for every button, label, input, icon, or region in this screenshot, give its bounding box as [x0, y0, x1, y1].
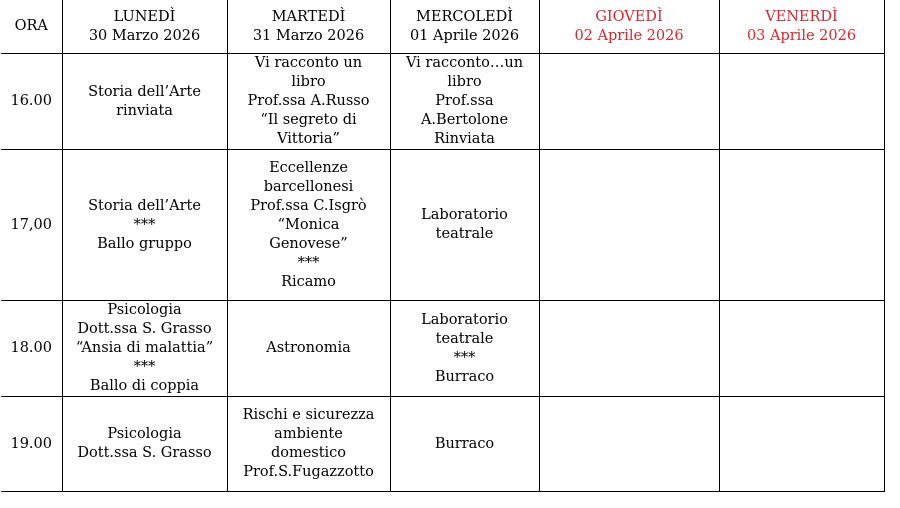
activity-line: Laboratorio	[421, 207, 508, 223]
activity-line: Burraco	[434, 368, 495, 385]
day-name: LUNEDÌ	[113, 8, 176, 25]
activity-line: A.Bertolone	[420, 112, 509, 128]
activity-cell	[227, 150, 390, 301]
header-day-thursday	[539, 0, 719, 54]
time-cell: 19.00	[1, 397, 62, 492]
day-name: VENERDÌ	[765, 8, 838, 25]
activity-cell	[719, 150, 884, 301]
activity-line: Psicologia	[107, 426, 182, 442]
activity-cell	[539, 150, 719, 301]
activity-cell	[227, 397, 390, 492]
day-name: GIOVEDÌ	[595, 8, 663, 25]
activity-cell	[62, 150, 227, 301]
activity-line: teatrale	[435, 226, 494, 242]
activity-line: Dott.ssa S. Grasso	[77, 445, 212, 461]
activity-line: Ballo di coppia	[89, 378, 200, 394]
header-day-tuesday	[227, 0, 390, 54]
header-ora: ORA	[1, 0, 62, 54]
time-cell: 18.00	[1, 301, 62, 397]
activity-line: Prof.ssa	[435, 93, 494, 109]
activity-line: Astronomia	[266, 340, 351, 356]
day-name: MARTEDÌ	[271, 8, 346, 25]
activity-cell	[227, 54, 390, 150]
day-date: 01 Aprile 2026	[409, 27, 520, 44]
header-row	[1, 0, 884, 54]
activity-line: ambiente	[274, 426, 343, 442]
time-row	[1, 301, 884, 397]
activity-line: domestico	[270, 445, 347, 461]
time-row	[1, 397, 884, 492]
day-date: 02 Aprile 2026	[574, 27, 684, 44]
activity-line: libro	[291, 74, 326, 90]
activity-line: Prof.S.Fugazzotto	[243, 464, 374, 480]
activity-line: Genovese”	[269, 235, 348, 252]
activity-cell	[539, 397, 719, 492]
activity-line: Dott.ssa S. Grasso	[77, 321, 212, 337]
activity-line: Psicologia	[107, 302, 182, 318]
activity-line: rinviata	[116, 102, 173, 119]
activity-cell	[390, 397, 539, 492]
day-name: MERCOLEDÌ	[416, 8, 513, 25]
activity-line: Rinviata	[434, 131, 495, 147]
day-date: 30 Marzo 2026	[88, 27, 201, 44]
activity-line: teatrale	[435, 330, 494, 347]
activity-cell	[539, 54, 719, 150]
time-row	[1, 150, 884, 301]
activity-cell	[390, 54, 539, 150]
header-day-wednesday	[390, 0, 539, 54]
activity-cell	[390, 301, 539, 397]
activity-line: ***	[297, 254, 320, 271]
activity-line: libro	[447, 74, 482, 90]
activity-line: Vi racconto un	[254, 55, 363, 71]
activity-line: Ballo gruppo	[97, 235, 192, 252]
day-date: 03 Aprile 2026	[746, 27, 857, 44]
activity-line: Burraco	[434, 435, 495, 452]
activity-cell	[62, 301, 227, 397]
activity-line: Laboratorio	[421, 311, 508, 328]
activity-line: “Il segreto di	[260, 112, 357, 128]
activity-line: Rischi e sicurezza	[242, 407, 375, 423]
activity-line: Storia dell’Arte	[88, 197, 201, 214]
time-row	[1, 54, 884, 150]
activity-line: barcellonesi	[263, 178, 354, 195]
activity-line: ***	[133, 216, 156, 233]
activity-line: ***	[453, 349, 476, 366]
activity-cell	[719, 397, 884, 492]
activity-line: Ricamo	[281, 273, 336, 290]
activity-line: “Monica	[277, 216, 340, 233]
day-date: 31 Marzo 2026	[252, 27, 365, 44]
activity-line: Storia dell’Arte	[88, 83, 201, 100]
header-day-monday	[62, 0, 227, 54]
time-cell: 17,00	[1, 150, 62, 301]
activity-line: Vi racconto…un	[405, 55, 524, 71]
header-day-friday	[719, 0, 884, 54]
activity-line: “Ansia di malattia”	[75, 340, 214, 356]
activity-line: Eccellenze	[269, 159, 348, 176]
schedule-table	[1, 0, 885, 492]
activity-cell	[62, 397, 227, 492]
activity-cell	[227, 301, 390, 397]
activity-line: Prof.ssa A.Russo	[247, 93, 370, 109]
activity-cell	[539, 301, 719, 397]
activity-cell	[390, 150, 539, 301]
activity-cell	[719, 301, 884, 397]
activity-line: Vittoria”	[277, 131, 340, 147]
time-cell: 16.00	[1, 54, 62, 150]
activity-cell	[719, 54, 884, 150]
activity-line: ***	[133, 359, 156, 375]
activity-line: Prof.ssa C.Isgrò	[250, 197, 367, 214]
activity-cell	[62, 54, 227, 150]
